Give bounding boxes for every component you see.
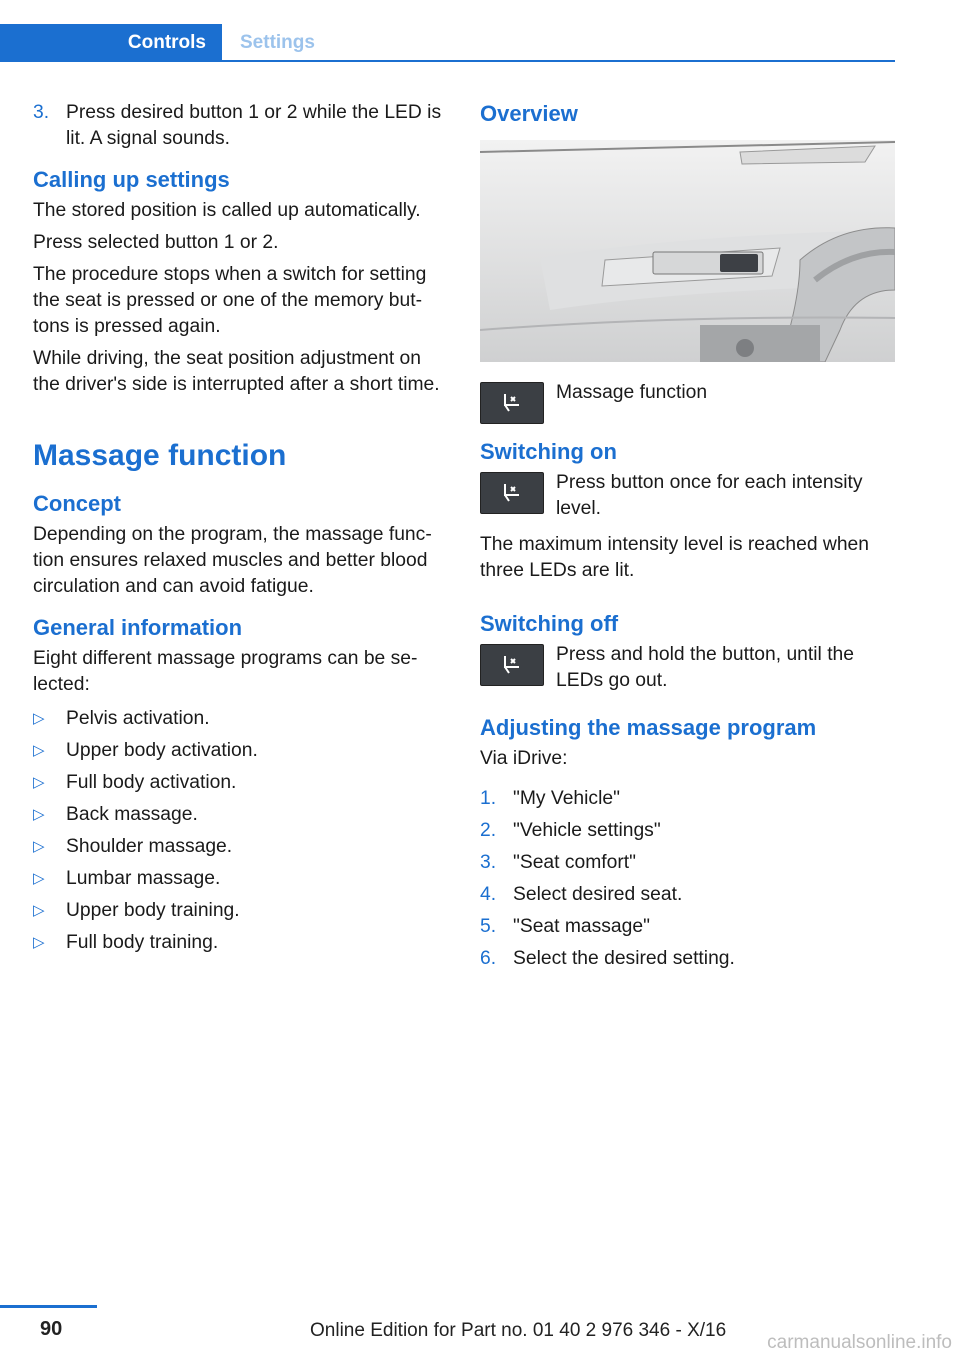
massage-function-title: Massage function [33,439,287,472]
list-item-text: Lumbar massage. [66,868,221,889]
bullet-triangle-icon: ▷ [33,774,45,791]
step-text: "My Vehicle" [513,788,620,809]
step-item [480,946,895,972]
bullet-triangle-icon: ▷ [33,806,45,823]
calling-paragraph-4: While driving, the seat position adjustment on the driver's side is interrupted after a short time. [33,348,440,395]
header-divider [0,60,895,62]
step-text: Select desired seat. [513,884,683,905]
step-text: "Vehicle settings" [513,820,661,841]
page-number: 90 [40,1318,63,1340]
concept-heading: Concept [33,491,121,516]
adjusting-heading: Adjusting the massage program [480,715,817,740]
switching-off-heading: Switching off [480,611,619,636]
bullet-triangle-icon: ▷ [33,742,45,759]
switching-on-text: Press button once for each intensity level. [556,472,863,519]
step-number: 4. [480,884,497,905]
step-text: "Seat comfort" [513,852,636,873]
step-text: Select the desired setting. [513,948,735,969]
header-tabbar [0,0,960,62]
step-item [480,786,895,812]
list-item [33,770,445,802]
switching-off-text: Press and hold the button, until the LEDs go out. [556,644,854,691]
step-item [480,882,895,908]
switching-on-heading: Switching on [480,439,617,464]
right-column [480,100,895,978]
list-item [33,930,445,962]
list-item [33,898,445,930]
step-number: 6. [480,948,497,969]
list-item-text: Full body training. [66,932,219,953]
switching-on-max-text: The maximum intensity level is reached when three LEDs are lit. [480,534,870,581]
step-number: 2. [480,820,497,841]
list-item [33,834,445,866]
overview-heading: Overview [480,101,578,126]
switching-off-row [480,642,895,694]
program-list [33,706,445,962]
step-number: 5. [480,916,497,937]
list-item [33,706,445,738]
list-item [33,802,445,834]
step-number: 1. [480,788,497,809]
tab-settings[interactable]: Settings [240,31,315,53]
step-number: 3. [480,852,497,873]
icon-caption-row [480,380,895,424]
edition-text: Online Edition for Part no. 01 40 2 976 346 - X/16 [310,1320,727,1341]
bullet-triangle-icon: ▷ [33,934,45,951]
step-item [480,818,895,844]
door-panel-photo [480,140,895,362]
left-column [33,100,445,962]
list-item-text: Upper body training. [66,900,240,921]
tab-controls[interactable]: Controls [0,24,222,61]
list-item-text: Back massage. [66,804,198,825]
step-item [480,914,895,940]
calling-paragraph-2: Press selected button 1 or 2. [33,232,279,253]
massage-seat-icon [480,382,544,424]
calling-paragraph-3: The procedure stops when a switch for setting the seat is pressed or one of the memory but tons is pressed again. [33,264,427,337]
step-text: Press desired button 1 or 2 while the LED is lit. A signal sounds. [66,102,442,149]
list-item-text: Shoulder massage. [66,836,233,857]
general-info-text: Eight different massage programs can be se lected: [33,648,418,695]
concept-text: Depending on the program, the massage func tion ensures relaxed muscles and better blood circulation and can avoid fatigue. [33,524,432,597]
list-item-text: Pelvis activation. [66,708,210,729]
list-item-text: Full body activation. [66,772,237,793]
step-item [33,100,445,152]
bullet-triangle-icon: ▷ [33,838,45,855]
list-item-text: Upper body activation. [66,740,258,761]
massage-seat-icon [480,644,544,686]
bullet-triangle-icon: ▷ [33,870,45,887]
switching-on-row [480,470,895,522]
icon-caption: Massage function [556,382,708,403]
step-text: "Seat massage" [513,916,650,937]
step-number: 3. [33,102,50,123]
massage-seat-icon [480,472,544,514]
list-item [33,738,445,770]
calling-up-heading: Calling up settings [33,167,230,192]
footer-divider [0,1305,97,1308]
watermark: carmanualsonline.info [767,1332,952,1353]
bullet-triangle-icon: ▷ [33,902,45,919]
general-info-heading: General information [33,615,243,640]
step-item [480,850,895,876]
list-item [33,866,445,898]
adjusting-intro: Via iDrive: [480,748,568,769]
bullet-triangle-icon: ▷ [33,710,45,727]
calling-paragraph-1: The stored position is called up automatically. [33,200,421,221]
